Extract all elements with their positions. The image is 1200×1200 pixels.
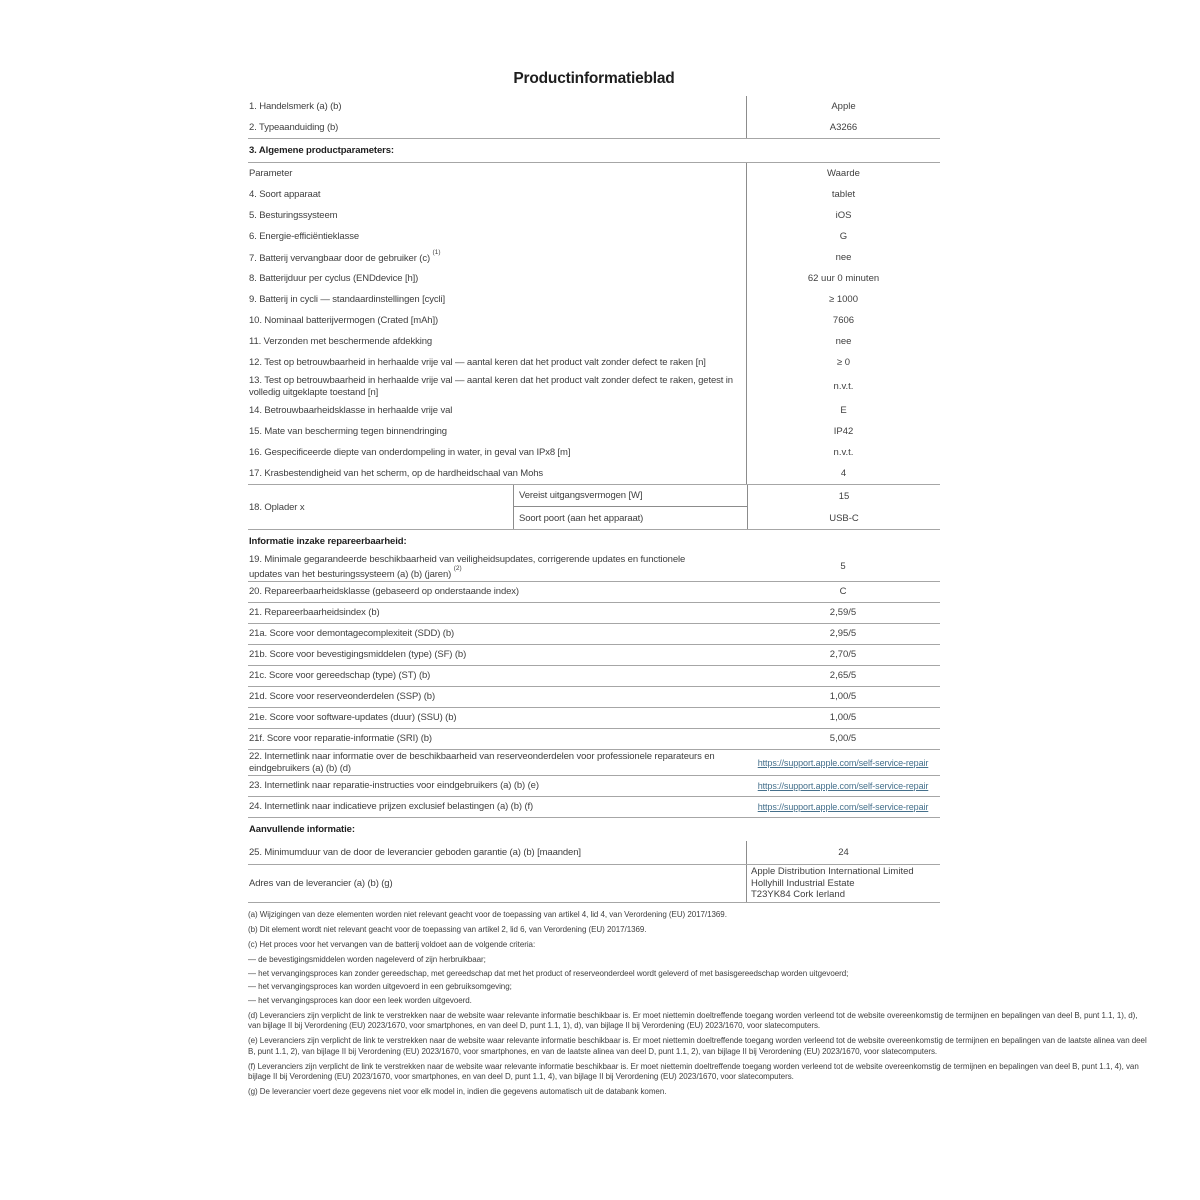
supplier-address xyxy=(746,865,940,902)
table-row xyxy=(248,442,940,463)
footnote-c-criterion: — het vervangingsproces kan worden uitgevoerd in een gebruiksomgeving; xyxy=(248,982,512,992)
table-row xyxy=(248,331,940,352)
section-heading-additional: Aanvullende informatie: xyxy=(249,824,355,836)
footnote-c-criterion: — het vervangingsproces kan zonder gereedschap, met gereedschap dat met het product of reserveonderdeel wordt geleverd of met basisgereedschap worden uitgevoerd; xyxy=(248,968,849,978)
row-value: 1,00/5 xyxy=(829,691,857,703)
page-title: Productinformatieblad xyxy=(513,70,675,87)
row-label: 12. Test op betrouwbaarheid in herhaalde vrije val — aantal keren dat het product valt zonder defect te raken [n] xyxy=(249,356,706,368)
table-row xyxy=(248,624,940,645)
row-value: E xyxy=(746,400,940,421)
table-row-link xyxy=(248,776,940,797)
row-label: 5. Besturingssysteem xyxy=(249,209,338,221)
row-value: ≥ 1000 xyxy=(746,289,940,310)
table-row xyxy=(248,247,940,268)
row-value: nee xyxy=(746,247,940,268)
row-label-text: 7. Batterij vervangbaar door de gebruiker (c) xyxy=(249,253,431,265)
row-value: A3266 xyxy=(746,117,940,138)
table-row-model xyxy=(248,117,940,138)
row-label-line2: updates van het besturingssysteem (a) (b) (jaren) xyxy=(249,568,452,580)
row-value: 7606 xyxy=(746,310,940,331)
footnote-superscript: (1) xyxy=(432,248,441,256)
footnote-c: (c) Het proces voor het vervangen van de batterij voldoet aan de volgende criteria: xyxy=(248,940,536,950)
self-service-repair-link[interactable]: https://support.apple.com/self-service-repair xyxy=(757,757,929,768)
footnote-a: (a) Wijzigingen van deze elementen worden niet relevant geacht voor de toepassing van artikel 4, lid 4, van Verordening (EU) 2017/1369. xyxy=(248,910,727,920)
row-label: 18. Oplader x xyxy=(249,501,305,513)
row-value: iOS xyxy=(746,205,940,226)
sub-row-value: USB-C xyxy=(829,512,859,524)
table-row-link xyxy=(248,797,940,818)
footnote-c-criterion: — het vervangingsproces kan door een leek worden uitgevoerd. xyxy=(248,995,472,1005)
row-label: 21c. Score voor gereedschap (type) (ST) (b) xyxy=(249,670,431,682)
row-label: 21. Repareerbaarheidsindex (b) xyxy=(249,607,380,619)
row-value: n.v.t. xyxy=(746,373,940,400)
row-label: 14. Betrouwbaarheidsklasse in herhaalde vrije val xyxy=(249,404,453,416)
footnote-f: (f) Leveranciers zijn verplicht de link te verstrekken naar de website waar relevante informatie beschikbaar is. Er moet niettemin doeltreffende toegang worden verleend tot de website overeenkomstig de termijnen en bepalingen van deel B, punt 1.1, 4), van bijlage II bij Verordening (EU) 2023/1670, voor smartphones, en van deel D, punt 1.1, 4), van bijlage II bij Verordening (EU) 2023/1670, voor slatecomputers. xyxy=(248,1061,1139,1082)
footnote-e: (e) Leveranciers zijn verplicht de link te verstrekken naar de website waar relevante informatie beschikbaar is. Er moet niettemin doeltreffende toegang worden verleend tot de website overeenkomstig de termijnen en bepalingen van de laatste alinea van deel B, punt 1.1, 2), van bijlage II bij Verordening (EU) 2023/1670, voor smartphones, en van de laatste alinea van deel D, punt 1.1, 2), van bijlage II bij Verordening (EU) 2023/1670, voor slatecomputers. xyxy=(248,1036,1147,1056)
footnote-superscript: (2) xyxy=(453,564,462,572)
row-value: tablet xyxy=(746,184,940,205)
general-parameters-table xyxy=(248,163,940,485)
row-label: 23. Internetlink naar reparatie-instructies voor eindgebruikers (a) (b) (e) xyxy=(249,780,539,792)
table-row-19 xyxy=(248,553,940,582)
row-value: 24 xyxy=(746,841,940,864)
table-row xyxy=(248,603,940,624)
footnote-b: (b) Dit element wordt niet relevant geacht voor de toepassing van artikel 2, lid 6, van Verordening (EU) 2017/1369. xyxy=(248,925,647,935)
row-value: 4 xyxy=(746,463,940,484)
table-row xyxy=(248,289,940,310)
table-row xyxy=(248,645,940,666)
table-row xyxy=(248,687,940,708)
table-row xyxy=(248,708,940,729)
identification-table xyxy=(248,96,940,139)
row-value: Apple xyxy=(746,96,940,117)
charger-sub-labels xyxy=(513,485,747,529)
table-row xyxy=(248,582,940,603)
self-service-repair-link[interactable]: https://support.apple.com/self-service-repair xyxy=(757,781,929,792)
table-row xyxy=(248,268,940,289)
row-value: 2,95/5 xyxy=(829,628,857,640)
row-value: IP42 xyxy=(746,421,940,442)
sub-row-value: 15 xyxy=(838,490,850,502)
row-label: 22. Internetlink naar informatie over de beschikbaarheid van reserveonderdelen voor professionele reparateurs en eindgebruikers (a) (b) (d) xyxy=(249,751,715,774)
row-value: 62 uur 0 minuten xyxy=(746,268,940,289)
table-row xyxy=(248,400,940,421)
table-row-brand xyxy=(248,96,940,117)
row-label: 2. Typeaanduiding (b) xyxy=(249,121,339,133)
row-label: 10. Nominaal batterijvermogen (Crated [mAh]) xyxy=(249,314,439,326)
table-row xyxy=(248,463,940,484)
row-label xyxy=(248,553,746,581)
table-row xyxy=(248,373,940,400)
table-row-address xyxy=(248,865,940,903)
row-label: 4. Soort apparaat xyxy=(249,188,321,200)
section-heading-general: 3. Algemene productparameters: xyxy=(248,139,940,163)
row-value: 2,59/5 xyxy=(829,607,857,619)
table-row xyxy=(248,421,940,442)
row-value: 5 xyxy=(840,561,846,573)
row-value: 5,00/5 xyxy=(829,733,857,745)
footnotes xyxy=(248,910,1150,1098)
table-header-row xyxy=(248,163,940,184)
table-row xyxy=(248,184,940,205)
row-value: G xyxy=(746,226,940,247)
row-label: 21f. Score voor reparatie-informatie (SRI) (b) xyxy=(249,733,432,745)
column-header-waarde: Waarde xyxy=(746,163,940,184)
sub-row-label: Vereist uitgangsvermogen [W] xyxy=(514,485,747,507)
table-row xyxy=(248,352,940,373)
table-row xyxy=(248,205,940,226)
row-label: 17. Krasbestendigheid van het scherm, op de hardheidschaal van Mohs xyxy=(249,467,544,479)
row-label: 21a. Score voor demontagecomplexiteit (SDD) (b) xyxy=(249,628,455,640)
row-label: 24. Internetlink naar indicatieve prijzen exclusief belastingen (a) (b) (f) xyxy=(249,801,534,813)
footnote-c-criterion: — de bevestigingsmiddelen worden nageleverd of zijn herbruikbaar; xyxy=(248,955,486,965)
row-label: 21b. Score voor bevestigingsmiddelen (type) (SF) (b) xyxy=(249,649,467,661)
address-line: Hollyhill Industrial Estate xyxy=(751,877,855,889)
row-label-line1: 19. Minimale gegarandeerde beschikbaarheid van veiligheidsupdates, corrigerende updates en functionele xyxy=(249,554,686,565)
row-value: 2,70/5 xyxy=(829,649,857,661)
sub-row-label: Soort poort (aan het apparaat) xyxy=(519,512,644,524)
row-label: Adres van de leverancier (a) (b) (g) xyxy=(249,877,393,889)
row-label: 21d. Score voor reserveonderdelen (SSP) (b) xyxy=(249,691,435,703)
row-label: 21e. Score voor software-updates (duur) (SSU) (b) xyxy=(249,712,457,724)
row-label: 15. Mate van bescherming tegen binnendringing xyxy=(249,425,447,437)
charger-row xyxy=(248,485,940,530)
row-value: ≥ 0 xyxy=(746,352,940,373)
row-label: 16. Gespecificeerde diepte van onderdompeling in water, in geval van IPx8 [m] xyxy=(249,446,571,458)
row-value: 2,65/5 xyxy=(829,670,857,682)
row-value: C xyxy=(839,586,847,598)
footnote-d: (d) Leveranciers zijn verplicht de link te verstrekken naar de website waar relevante informatie beschikbaar is. Er moet niettemin doeltreffende toegang worden verleend tot de website overeenkomstig de termijnen en bepalingen van deel B, punt 1.1, 1), d), van bijlage II bij Verordening (EU) 2023/1670, voor smartphones, en van deel D, punt 1.1, 1), d), van bijlage II bij Verordening (EU) 2023/1670, voor slatecomputers. xyxy=(248,1010,1138,1031)
footnote-g: (g) De leverancier voert deze gegevens niet voor elk model in, indien die gegevens automatisch uit de databank komen. xyxy=(248,1087,667,1097)
section-heading-repairability: Informatie inzake repareerbaarheid: xyxy=(249,536,407,547)
row-label xyxy=(248,248,746,267)
row-label: 13. Test op betrouwbaarheid in herhaalde vrije val — aantal keren dat het product valt zonder defect te raken, getest in volledig uitgeklapte toestand [n] xyxy=(249,375,733,398)
row-label: 11. Verzonden met beschermende afdekking xyxy=(249,335,433,347)
row-label: 25. Minimumduur van de door de leverancier geboden garantie (a) (b) [maanden] xyxy=(249,846,581,858)
address-line: T23YK84 Cork Ierland xyxy=(751,889,845,901)
column-header-parameter: Parameter xyxy=(249,167,293,179)
table-row xyxy=(248,729,940,750)
table-row-warranty xyxy=(248,841,940,865)
row-value: 1,00/5 xyxy=(829,712,857,724)
table-row xyxy=(248,666,940,687)
self-service-repair-link[interactable]: https://support.apple.com/self-service-repair xyxy=(757,802,929,813)
row-label: 1. Handelsmerk (a) (b) xyxy=(249,100,342,112)
row-label: 8. Batterijduur per cyclus (ENDdevice [h]) xyxy=(249,272,419,284)
charger-sub-values xyxy=(747,485,940,529)
table-row-link xyxy=(248,750,940,776)
address-line: Apple Distribution International Limited xyxy=(751,866,914,878)
table-row xyxy=(248,310,940,331)
document xyxy=(248,0,1147,1098)
row-value: n.v.t. xyxy=(746,442,940,463)
table-row xyxy=(248,226,940,247)
row-value: nee xyxy=(746,331,940,352)
row-label: 6. Energie-efficiëntieklasse xyxy=(249,230,359,242)
row-label: 9. Batterij in cycli — standaardinstellingen [cycli] xyxy=(249,293,445,305)
row-label: 20. Repareerbaarheidsklasse (gebaseerd op onderstaande index) xyxy=(249,586,519,598)
